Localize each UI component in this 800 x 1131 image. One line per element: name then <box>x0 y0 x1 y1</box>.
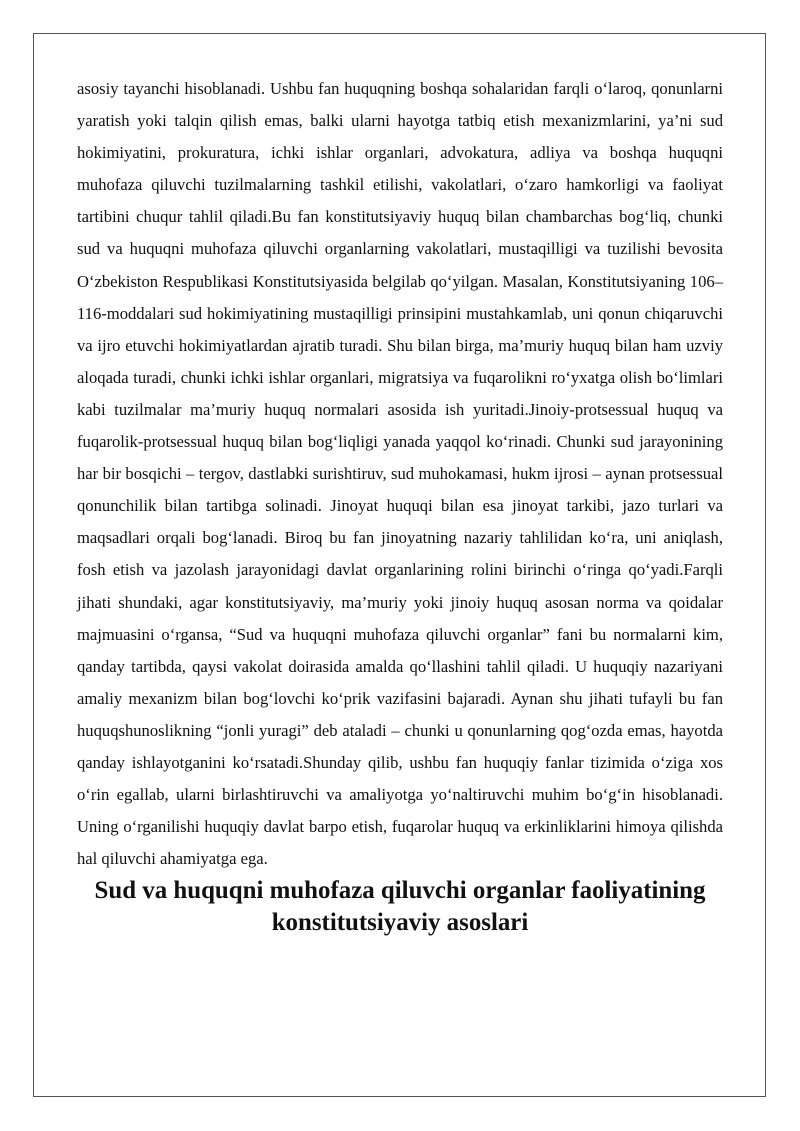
section-heading: Sud va huquqni muhofaza qiluvchi organlar faoliyatining konstitutsiyaviy asoslari <box>94 877 706 937</box>
document-content <box>77 73 723 940</box>
body-paragraph: asosiy tayanchi hisoblanadi. Ushbu fan huquqning boshqa sohalaridan farqli o‘laroq, qonunlarni yaratish yoki talqin qilish emas, balki ularni hayotga tatbiq etish mexanizmlarini, ya’ni sud hokimiyatini, prokuratura, ichki ishlar organlari, advokatura, adliya va boshqa huquqni muhofaza qiluvchi tuzilmalarning tashkil etilishi, vakolatlari, o‘zaro hamkorligi va faoliyat tartibini chuqur tahlil qiladi.Bu fan konstitutsiyaviy huquq bilan chambarchas bog‘liq, chunki sud va huquqni muhofaza qiluvchi organlarning vakolatlari, mustaqilligi va tuzilishi bevosita O‘zbekiston Respublikasi Konstitutsiyasida belgilab qo‘yilgan. Masalan, Konstitutsiyaning 106–116-moddalari sud hokimiyatining mustaqilligi prinsipini mustahkamlab, uni qonun chiqaruvchi va ijro etuvchi hokimiyatlardan ajratib turadi. Shu bilan birga, ma’muriy huquq bilan ham uzviy aloqada turadi, chunki ichki ishlar organlari, migratsiya va fuqarolikni ro‘yxatga olish bo‘limlari kabi tuzilmalar ma’muriy huquq normalari asosida ish yuritadi.Jinoiy-protsessual huquq va fuqarolik-protsessual huquq bilan bog‘liqligi yanada yaqqol ko‘rinadi. Chunki sud jarayonining har bir bosqichi – tergov, dastlabki surishtiruv, sud muhokamasi, hukm ijrosi – aynan protsessual qonunchilik bilan tartibga solinadi. Jinoyat huquqi bilan esa jinoyat tarkibi, jazo turlari va maqsadlari orqali bog‘lanadi. Biroq bu fan jinoyatning nazariy tahlilidan ko‘ra, uni aniqlash, fosh etish va jazolash jarayonidagi davlat organlarining rolini birinchi o‘ringa qo‘yadi.Farqli jihati shundaki, agar konstitutsiyaviy, ma’muriy yoki jinoiy huquq asosan norma va qoidalar majmuasini o‘rgansa, “Sud va huquqni muhofaza qiluvchi organlar” fani bu normalarni kim, qanday tartibda, qaysi vakolat doirasida amalda qo‘llashini tahlil qiladi. U huquqiy nazariyani amaliy mexanizm bilan bog‘lovchi ko‘prik vazifasini bajaradi. Aynan shu jihati tufayli bu fan huquqshunoslikning “jonli yuragi” deb ataladi – chunki u qonunlarning qog‘ozda emas, hayotda qanday ishlayotganini ko‘rsatadi.Shunday qilib, ushbu fan huquqiy fanlar tizimida o‘ziga xos o‘rin egallab, ularni birlashtiruvchi va amaliyotga yo‘naltiruvchi muhim bo‘g‘in hisoblanadi. Uning o‘rganilishi huquqiy davlat barpo etish, fuqarolar huquq va erkinliklarini himoya qilishda hal qiluvchi ahamiyatga ega. <box>77 79 723 869</box>
